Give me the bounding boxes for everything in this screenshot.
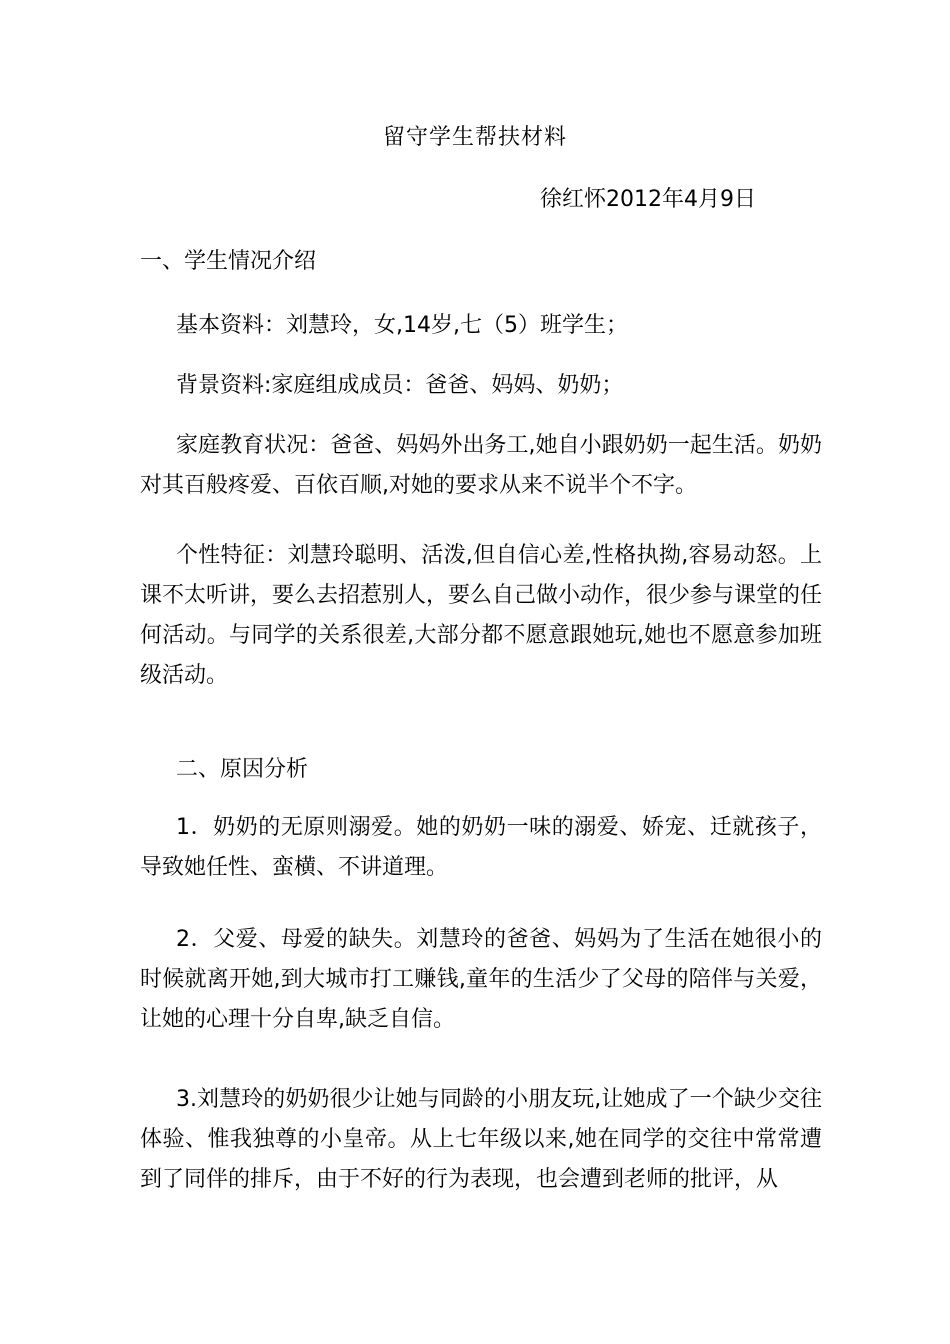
document-title: 留守学生帮扶材料 bbox=[382, 125, 567, 150]
personality-paragraph: 个性特征：刘慧玲聪明、活泼,但自信心差,性格执拗,容易动怒。上课不太听讲，要么去招惹别人，要么自己做小动作，很少参与课堂的任何活动。与同学的关系很差,大部分都不愿意跟她玩,她也不愿意参加班级活动。 bbox=[140, 543, 823, 688]
author-date-line: 徐红怀2012年4月9日 bbox=[540, 187, 756, 212]
background-paragraph: 背景资料:家庭组成成员：爸爸、妈妈、奶奶； bbox=[176, 373, 624, 398]
section-heading-1: 一、学生情况介绍 bbox=[140, 249, 317, 274]
cause-point-1-paragraph: 1．奶奶的无原则溺爱。她的奶奶一味的溺爱、娇宠、迁就孩子，导致她任性、蛮横、不讲道理。 bbox=[140, 815, 822, 880]
cause-point-2-paragraph: 2．父爱、母爱的缺失。刘慧玲的爸爸、妈妈为了生活在她很小的时候就离开她,到大城市打工赚钱,童年的生活少了父母的陪伴与关爱，让她的心理十分自卑,缺乏自信。 bbox=[140, 927, 822, 1032]
basic-info-paragraph: 基本资料：刘慧玲，女,14岁,七（5）班学生； bbox=[176, 313, 628, 338]
cause-point-3-paragraph: 3.刘慧玲的奶奶很少让她与同龄的小朋友玩,让她成了一个缺少交往体验、惟我独尊的小皇帝。从上七年级以来,她在同学的交往中常常遭到了同伴的排斥，由于不好的行为表现，也会遭到老师的批评，从 bbox=[140, 1087, 822, 1192]
family-education-paragraph: 家庭教育状况：爸爸、妈妈外出务工,她自小跟奶奶一起生活。奶奶对其百般疼爱、百依百顺,对她的要求从来不说半个不字。 bbox=[140, 433, 822, 498]
section-heading-2: 二、原因分析 bbox=[176, 757, 309, 782]
